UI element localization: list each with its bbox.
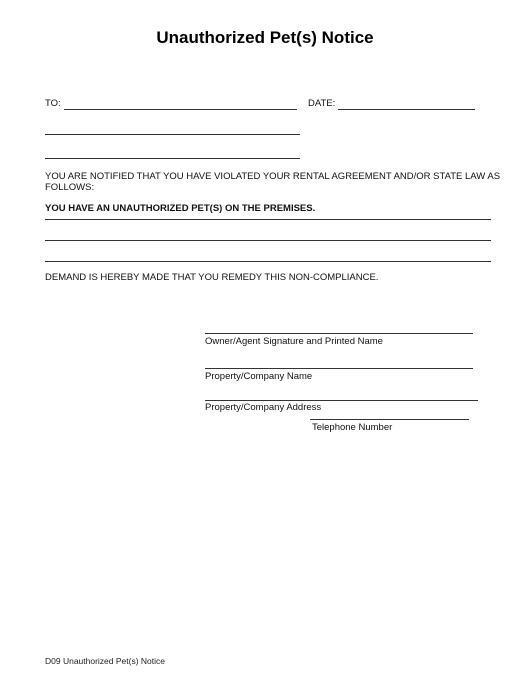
company-address-label: Property/Company Address [205,402,322,413]
demand-statement: DEMAND IS HEREBY MADE THAT YOU REMEDY THIS NON-COMPLIANCE. [45,272,379,283]
company-name-label: Property/Company Name [205,371,313,382]
notice-text-line-1: YOU ARE NOTIFIED THAT YOU HAVE VIOLATED YOUR RENTAL AGREEMENT AND/OR STATE LAW AS [45,171,501,182]
footer-text: D09 Unauthorized Pet(s) Notice [45,656,166,666]
company-name-line[interactable] [205,368,473,369]
date-label: DATE: [308,98,336,109]
to-field-line[interactable] [64,109,297,110]
company-address-line[interactable] [205,400,478,401]
date-field-line[interactable] [338,109,475,110]
signature-line[interactable] [205,333,473,334]
address-line-2[interactable] [45,158,300,159]
violation-statement: YOU HAVE AN UNAUTHORIZED PET(S) ON THE PREMISES. [45,203,316,214]
details-line-2[interactable] [45,240,491,241]
address-line-1[interactable] [45,134,300,135]
telephone-label: Telephone Number [312,422,393,433]
details-line-3[interactable] [45,261,491,262]
document-title: Unauthorized Pet(s) Notice [156,28,374,47]
telephone-line[interactable] [310,419,469,420]
signature-label: Owner/Agent Signature and Printed Name [205,336,383,347]
details-line-1[interactable] [45,219,491,220]
notice-text-line-2: FOLLOWS: [45,182,95,193]
to-label: TO: [45,98,61,109]
